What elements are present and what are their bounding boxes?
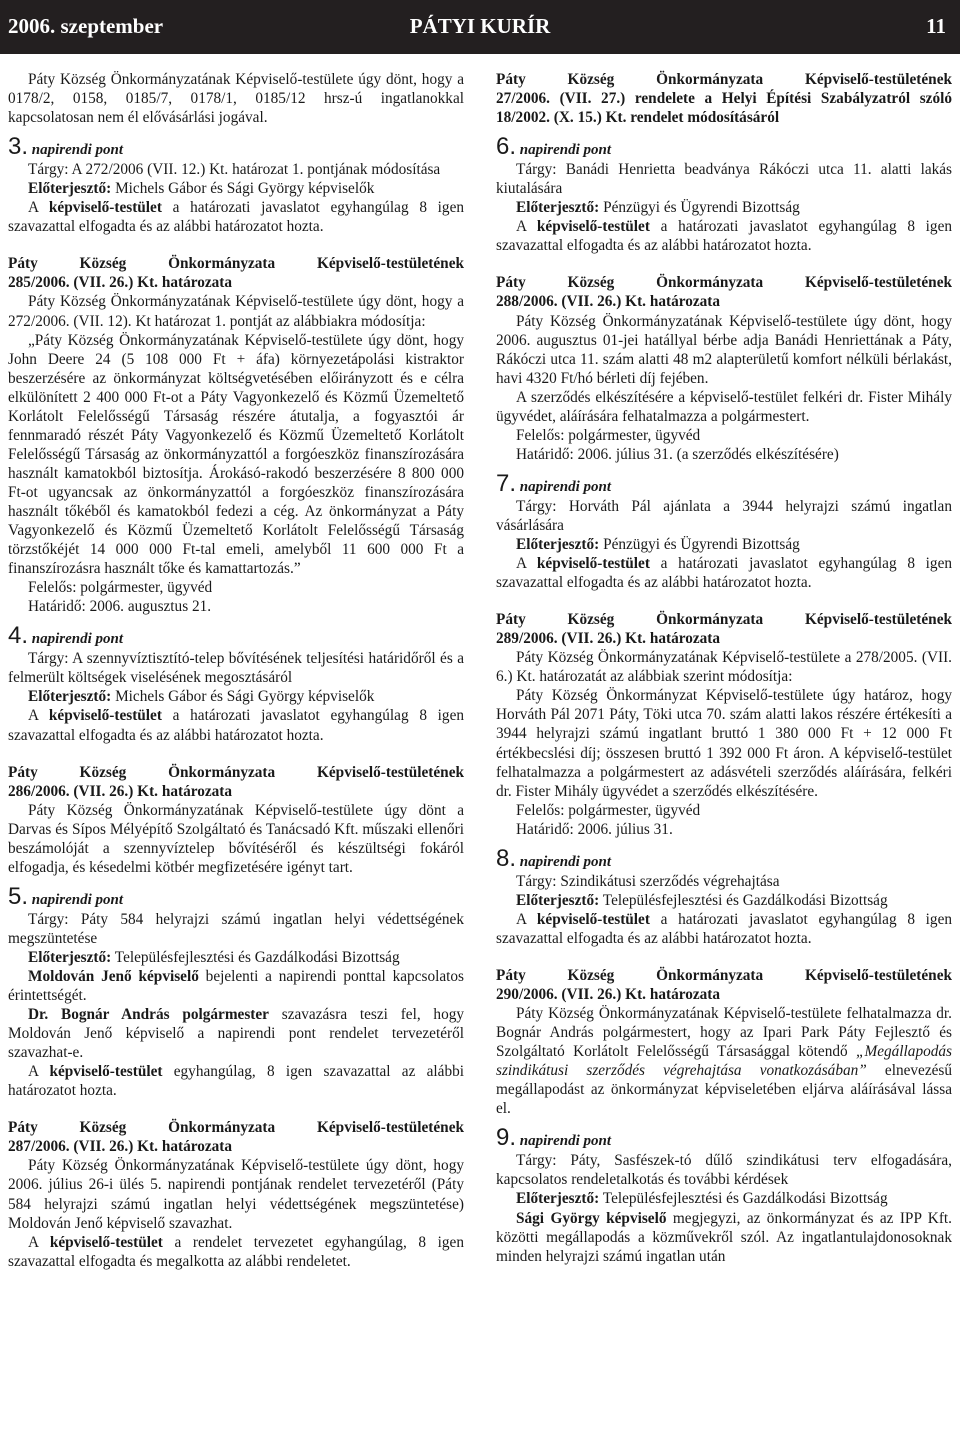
- paragraph: Sági György képviselő megjegyzi, az önkormányzat és az IPP Kft. közötti megállapodás a közművekről szól. Az ingatlantulajdonosoknak minden helyrajzi számú ingatlan után: [496, 1209, 952, 1265]
- paragraph: Páty Község Önkormányzatának Képviselő-testülete úgy dönt, hogy 2006. július 26-i ülés 5. napirendi pontjának rendelet tervezetéről (Páty 584 helyrajzi számú ingatlan helyi védettségének megszüntetése) Moldován Jenő képviselő szavazhat.: [8, 1157, 464, 1232]
- agenda-item-heading: [496, 844, 952, 872]
- resolution-number: 290/2006. (VII. 26.) Kt. határozata: [496, 986, 721, 1004]
- agenda-item-heading: [8, 133, 464, 161]
- resolution-title: [496, 966, 952, 1004]
- agenda-item-number: 8.: [496, 844, 517, 872]
- agenda-item-heading: [8, 882, 464, 910]
- agenda-item-label: napirendi pont: [516, 1133, 612, 1150]
- paragraph: A képviselő-testület a rendelet tervezetet egyhangúlag, 8 igen szavazattal elfogadta és megalkotta az alábbi rendeletet.: [8, 1233, 464, 1270]
- resolution-title: [8, 763, 464, 801]
- paragraph: Előterjesztő: Településfejlesztési és Gazdálkodási Bizottság: [28, 948, 400, 966]
- agenda-item-number: 3.: [8, 133, 29, 161]
- resolution-title: [8, 1118, 464, 1156]
- paragraph: Előterjesztő: Michels Gábor és Sági György képviselők: [28, 688, 375, 706]
- resolution-body-name: Páty Község Önkormányzata Képviselő-testületének: [8, 1119, 464, 1137]
- resolution-body-name: Páty Község Önkormányzata Képviselő-testületének: [496, 611, 952, 629]
- left-column: [8, 70, 464, 1271]
- resolution-body-name: Páty Község Önkormányzata Képviselő-testületének: [496, 966, 952, 984]
- paragraph: Felelős: polgármester, ügyvéd: [516, 426, 701, 444]
- resolution-body-name: Páty Község Önkormányzata Képviselő-testületének: [496, 71, 952, 88]
- paragraph: A képviselő-testület egyhangúlag, 8 igen szavazattal az alábbi határozatot hozta.: [8, 1063, 464, 1100]
- agenda-item-label: napirendi pont: [516, 142, 612, 159]
- resolution-number: 289/2006. (VII. 26.) Kt. határozata: [496, 630, 721, 648]
- resolution-number: 27/2006. (VII. 27.) rendelete a Helyi Építési Szabályzatról szóló 18/2002. (X. 15.) Kt. rendelet módosításáról: [496, 90, 952, 127]
- paragraph: A képviselő-testület a határozati javaslatot egyhangúlag 8 igen szavazattal elfogadta és az alábbi határozatot hozta.: [8, 707, 465, 744]
- issue-date: 2006. szeptember: [8, 14, 164, 38]
- paragraph: Páty Község Önkormányzatának Képviselő-testülete úgy dönt a Darvas és Sípos Mélyépítő Szolgáltató és Tanácsadó Kft. műszaki ellenőri beszámolóját a szennyvíztelep bővítéséről és készültségi fokáról elfogadja, és késedelmi kötbér megfizetésére igényt tart.: [8, 801, 464, 876]
- paragraph: Felelős: polgármester, ügyvéd: [28, 579, 213, 597]
- resolution-body-name: Páty Község Önkormányzata Képviselő-testületének: [8, 255, 464, 273]
- agenda-item-number: 6.: [496, 133, 517, 161]
- resolution-number: 288/2006. (VII. 26.) Kt. határozata: [496, 293, 721, 311]
- resolution-body-name: Páty Község Önkormányzata Képviselő-testületének: [8, 763, 464, 781]
- resolution-number: 285/2006. (VII. 26.) Kt. határozata: [8, 274, 233, 292]
- paragraph: Páty Község Önkormányzatának Képviselő-testülete felhatalmazza dr. Bognár András polgármestert, hogy az Ipari Park Páty Fejlesztő és Szolgáltató Korlátolt Felelősségű Társasággal kötendő „Megállapodás szindikátusi szerződés végrehajtása vonatkozásában” elnevezésű megállapodást az önkormányzat képviseletében eljárva aláírásával lássa el.: [496, 1005, 952, 1118]
- paragraph: A képviselő-testület a határozati javaslatot egyhangúlag 8 igen szavazattal elfogadta és az alábbi határozatot hozta.: [496, 910, 953, 947]
- paragraph: Páty Község Önkormányzatának Képviselő-testülete úgy dönt, hogy a 272/2006. (VII. 12). Kt határozat 1. pontját az alábbiakra módosítja:: [8, 293, 464, 330]
- agenda-item-number: 4.: [8, 622, 29, 650]
- paragraph: A képviselő-testület a határozati javaslatot egyhangúlag 8 igen szavazattal elfogadta és az alábbi határozatot hozta.: [496, 218, 953, 255]
- paragraph: Határidő: 2006. augusztus 21.: [28, 598, 212, 616]
- agenda-item-number: 5.: [8, 882, 29, 910]
- paragraph: Tárgy: Szindikátusi szerződés végrehajtása: [516, 872, 780, 890]
- agenda-item-label: napirendi pont: [28, 891, 124, 908]
- paragraph: Előterjesztő: Településfejlesztési és Gazdálkodási Bizottság: [516, 1190, 888, 1208]
- paragraph: A szerződés elkészítésére a képviselő-testület felkéri dr. Fister Mihály ügyvédet, aláírására felhatalmazza a polgármestert.: [496, 388, 952, 425]
- agenda-item-label: napirendi pont: [516, 853, 612, 870]
- agenda-item-number: 7.: [496, 469, 517, 497]
- paragraph: Határidő: 2006. július 31.: [516, 820, 673, 838]
- agenda-item-heading: [8, 622, 464, 650]
- agenda-item-label: napirendi pont: [28, 142, 124, 159]
- resolution-title: [8, 254, 464, 292]
- agenda-item-heading: [496, 469, 952, 497]
- paragraph: Tárgy: A szennyvíztisztító-telep bővítésének teljesítési határidőről és a felmerült költségek viselésének megosztásáról: [8, 650, 464, 687]
- paragraph: A képviselő-testület a határozati javaslatot egyhangúlag 8 igen szavazattal elfogadta és az alábbi határozatot hozta.: [8, 199, 465, 236]
- paragraph: Tárgy: Páty, Sasfészek-tó dűlő szindikátusi terv elfogadására, kapcsolatos rendeletalkotás és további kérdések: [496, 1152, 952, 1189]
- paragraph: Előterjesztő: Pénzügyi és Ügyrendi Bizottság: [516, 199, 800, 217]
- paragraph: Páty Község Önkormányzatának Képviselő-testülete a 278/2005. (VII. 6.) Kt. határozatát az alábbiak szerint módosítja:: [496, 649, 952, 686]
- paragraph: Tárgy: Horváth Pál ajánlata a 3944 helyrajzi számú ingatlan vásárlására: [496, 497, 952, 534]
- agenda-item-heading: [496, 1124, 952, 1152]
- resolution-title: [496, 610, 952, 648]
- page-number: 11: [926, 14, 946, 38]
- paragraph: Előterjesztő: Településfejlesztési és Gazdálkodási Bizottság: [516, 891, 888, 909]
- agenda-item-label: napirendi pont: [516, 478, 612, 495]
- paragraph: Felelős: polgármester, ügyvéd: [516, 801, 701, 819]
- resolution-number: 286/2006. (VII. 26.) Kt. határozata: [8, 782, 233, 800]
- paragraph: Előterjesztő: Michels Gábor és Sági György képviselők: [28, 180, 375, 198]
- paragraph: A képviselő-testület a határozati javaslatot egyhangúlag 8 igen szavazattal elfogadta és az alábbi határozatot hozta.: [496, 555, 953, 592]
- publication-title: PÁTYI KURÍR: [409, 14, 551, 38]
- paragraph: Tárgy: Páty 584 helyrajzi számú ingatlan helyi védettségének megszüntetése: [8, 910, 464, 947]
- resolution-title: [496, 273, 952, 311]
- agenda-item-heading: [496, 133, 952, 161]
- paragraph: Tárgy: A 272/2006 (VII. 12.) Kt. határozat 1. pontjának módosítása: [28, 161, 441, 179]
- resolution-title: [496, 70, 952, 127]
- paragraph: Páty Község Önkormányzatának Képviselő-testülete úgy dönt, hogy 2006. augusztus 01-jei hatállyal bérbe adja Banádi Henriettának a Páty, Rákóczi utca 11. szám alatti 48 m2 alapterületű komfort nélküli bérlakást, havi 4320 Ft/hó bérleti díj fejében.: [496, 312, 952, 387]
- paragraph: Dr. Bognár András polgármester szavazásra teszi fel, hogy Moldován Jenő képviselő a napirendi pont rendelet tervezetéről szavazhat-e.: [8, 1006, 465, 1062]
- right-column: [496, 70, 952, 1266]
- paragraph: „Páty Község Önkormányzatának Képviselő-testülete úgy dönt, hogy John Deere 24 (5 108 000 Ft + áfa) környezetápolási kistraktor beszerzésére az önkormányzat költségvetésében előirányzott és e célra elkülönített 2 400 000 Ft-ot a Páty Vagyonkezelő és Közmű Üzemeltető Korlátolt Felelősségű Társaság részére átutalja, a fogyasztói ár fennmaradó részét Páty Vagyonkezelő és Közmű Üzemeltető Korlátolt Felelősségű Társaság az önkormányzattól a forgóeszköz finanszírozására használt kamatokból biztosítja. Árokásó-rakodó beszerzésére 8 800 000 Ft-ot ugyancsak az önkormányzattól a forgóeszköz finanszírozására használt tőkéből és kamatokból fedezi a cég. Az önkormányzat a Páty Vagyonkezelő és Közmű Üzemeltető Korlátolt Felelősségű Társaság törzstőkéjét 14 000 000 Ft-tal emeli, amelyből 11 600 000 Ft a finanszírozásra használt tőke és kamattartozás.”: [8, 331, 464, 578]
- agenda-item-label: napirendi pont: [28, 631, 124, 648]
- agenda-item-number: 9.: [496, 1124, 517, 1152]
- paragraph: Tárgy: Banádi Henrietta beadványa Rákóczi utca 11. alatti lakás kiutalására: [496, 161, 952, 198]
- resolution-number: 287/2006. (VII. 26.) Kt. határozata: [8, 1138, 233, 1156]
- paragraph: Határidő: 2006. július 31. (a szerződés elkészítésére): [516, 445, 839, 463]
- resolution-body-name: Páty Község Önkormányzata Képviselő-testületének: [496, 274, 952, 292]
- paragraph: Páty Község Önkormányzatának Képviselő-testülete úgy dönt, hogy a 0178/2, 0158, 0185/7, 0178/1, 0185/12 hrsz-ú ingatlanokkal kapcsolatosan nem él elővásárlási jogával.: [8, 71, 464, 127]
- page-header: [0, 0, 960, 54]
- paragraph: Moldován Jenő képviselő bejelenti a napirendi ponttal kapcsolatos érintettségét.: [8, 968, 464, 1005]
- paragraph: Előterjesztő: Pénzügyi és Ügyrendi Bizottság: [516, 536, 800, 554]
- paragraph: Páty Község Önkormányzat Képviselő-testülete úgy határoz, hogy Horváth Pál 2071 Páty, Töki utca 70. szám alatti lakos részére értékesíti a 3944 helyrajzi számú ingatlant bruttó 1 380 000 Ft + 12 000 Ft értékbecslési díj; összesen bruttó 1 392 000 Ft áron. A képviselő-testület felhatalmazza a polgármestert az adásvételi szerződés aláírására, felkéri dr. Fister Mihály ügyvédet a szerződés elkészítésére.: [496, 687, 952, 800]
